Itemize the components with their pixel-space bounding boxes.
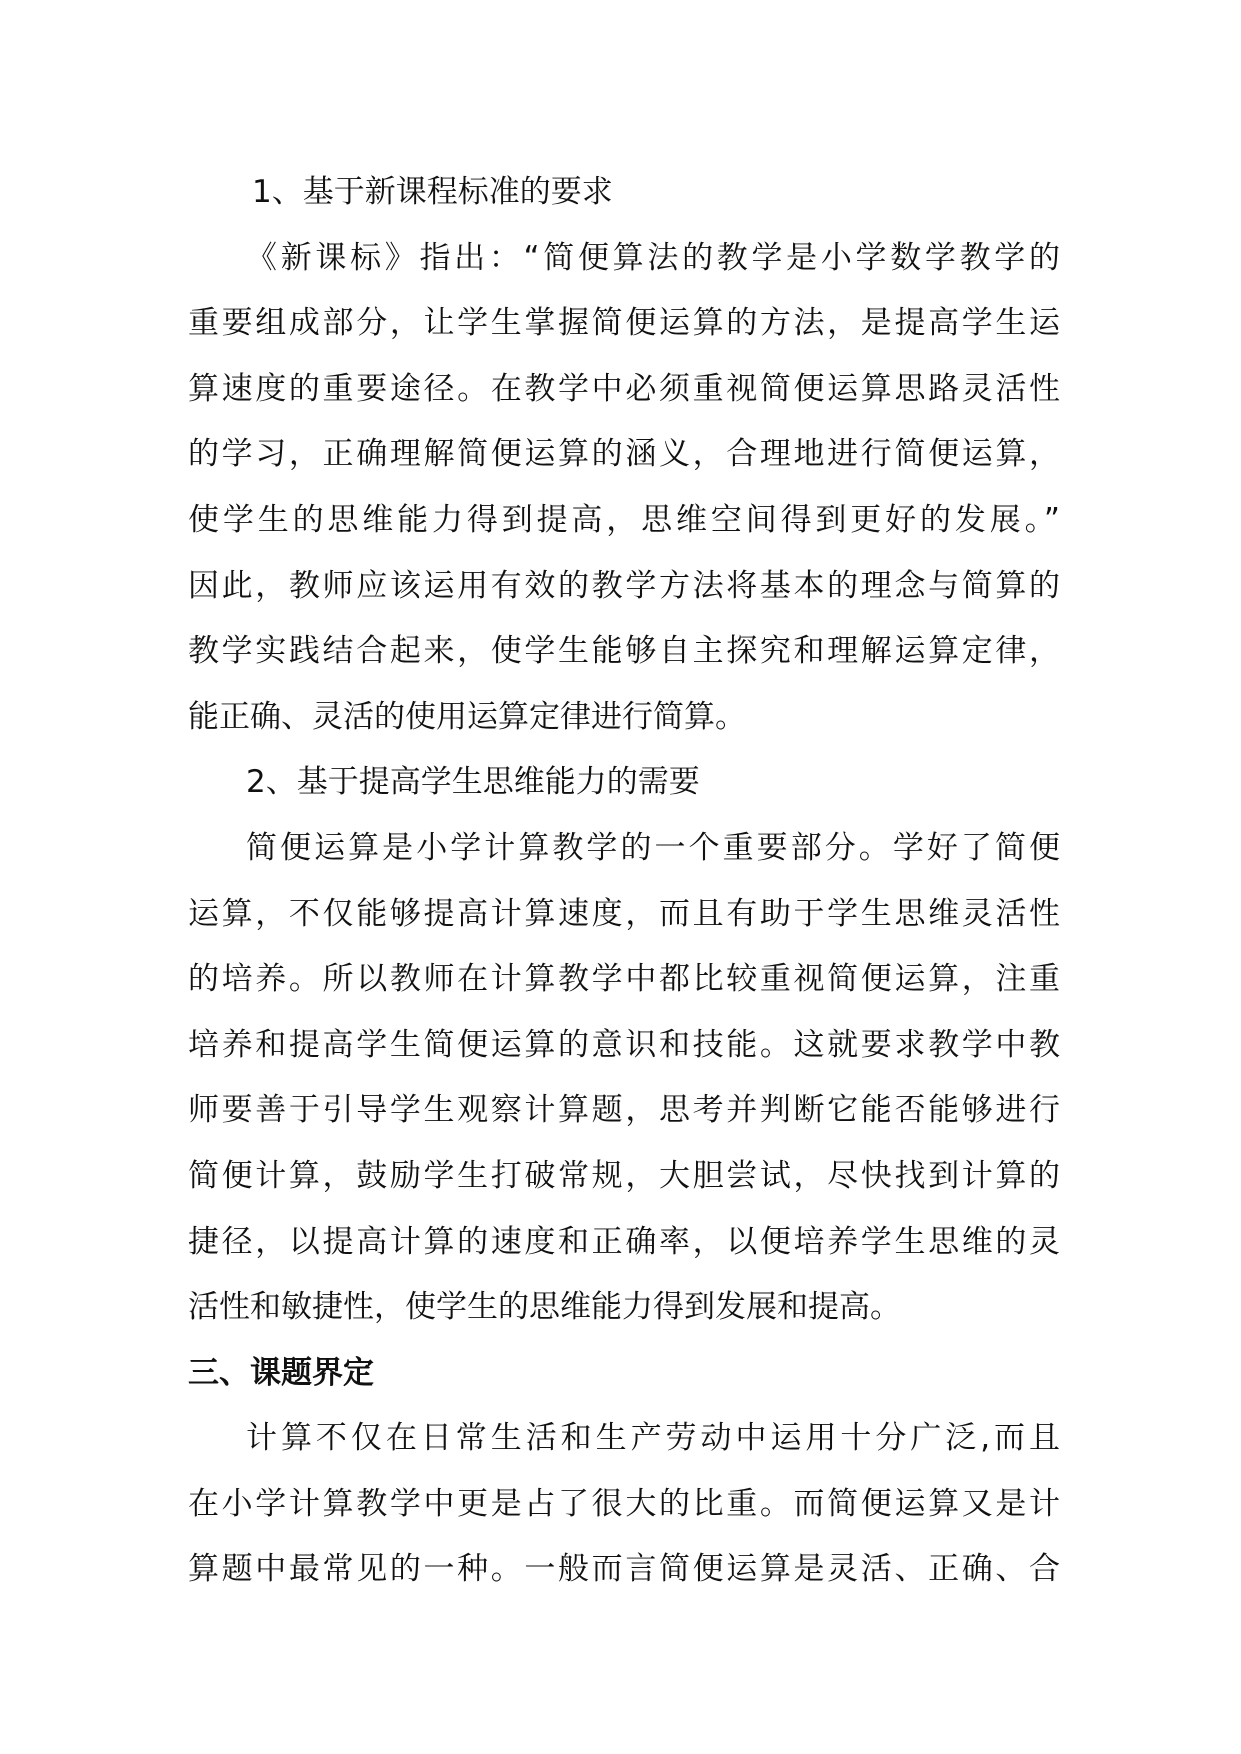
paragraph-line: 计算不仅在日常生活和生产劳动中运用十分广泛,而且: [246, 1420, 1060, 1457]
paragraph-line: 《新课标》指出：“简便算法的教学是小学数学教学的: [246, 239, 1060, 276]
paragraph-line: 的学习，正确理解简便运算的涵义，合理地进行简便运算，: [188, 436, 1060, 473]
section-heading-3: 三、课题界定: [188, 1354, 374, 1391]
paragraph-line: 在小学计算教学中更是占了很大的比重。而简便运算又是计: [188, 1485, 1060, 1522]
paragraph-line: 培养和提高学生简便运算的意识和技能。这就要求教学中教: [188, 1026, 1060, 1063]
paragraph-line: 简便计算，鼓励学生打破常规，大胆尝试，尽快找到计算的: [188, 1157, 1060, 1194]
paragraph-line: 的培养。所以教师在计算教学中都比较重视简便运算，注重: [188, 961, 1060, 998]
section-heading-2: 2、基于提高学生思维能力的需要: [246, 764, 700, 801]
paragraph-line: 活性和敏捷性，使学生的思维能力得到发展和提高。: [188, 1289, 901, 1326]
paragraph-line: 算速度的重要途径。在教学中必须重视简便运算思路灵活性: [188, 370, 1060, 407]
paragraph-line: 算题中最常见的一种。一般而言简便运算是灵活、正确、合: [188, 1551, 1060, 1588]
paragraph-line: 师要善于引导学生观察计算题，思考并判断它能否能够进行: [188, 1092, 1060, 1129]
paragraph-line: 教学实践结合起来，使学生能够自主探究和理解运算定律，: [188, 633, 1060, 670]
section-heading-1: 1、基于新课程标准的要求: [252, 174, 613, 210]
paragraph-line: 简便运算是小学计算教学的一个重要部分。学好了简便: [246, 829, 1060, 866]
paragraph-line: 运算，不仅能够提高计算速度，而且有助于学生思维灵活性: [188, 895, 1060, 932]
paragraph-line: 因此，教师应该运用有效的教学方法将基本的理念与简算的: [188, 567, 1060, 604]
paragraph-line: 使学生的思维能力得到提高，思维空间得到更好的发展。”: [188, 501, 1060, 538]
paragraph-line: 捷径，以提高计算的速度和正确率，以便培养学生思维的灵: [188, 1223, 1060, 1260]
paragraph-line: 重要组成部分，让学生掌握简便运算的方法，是提高学生运: [188, 305, 1060, 342]
paragraph-line: 能正确、灵活的使用运算定律进行简算。: [188, 698, 746, 735]
document-body: [188, 160, 1060, 1603]
